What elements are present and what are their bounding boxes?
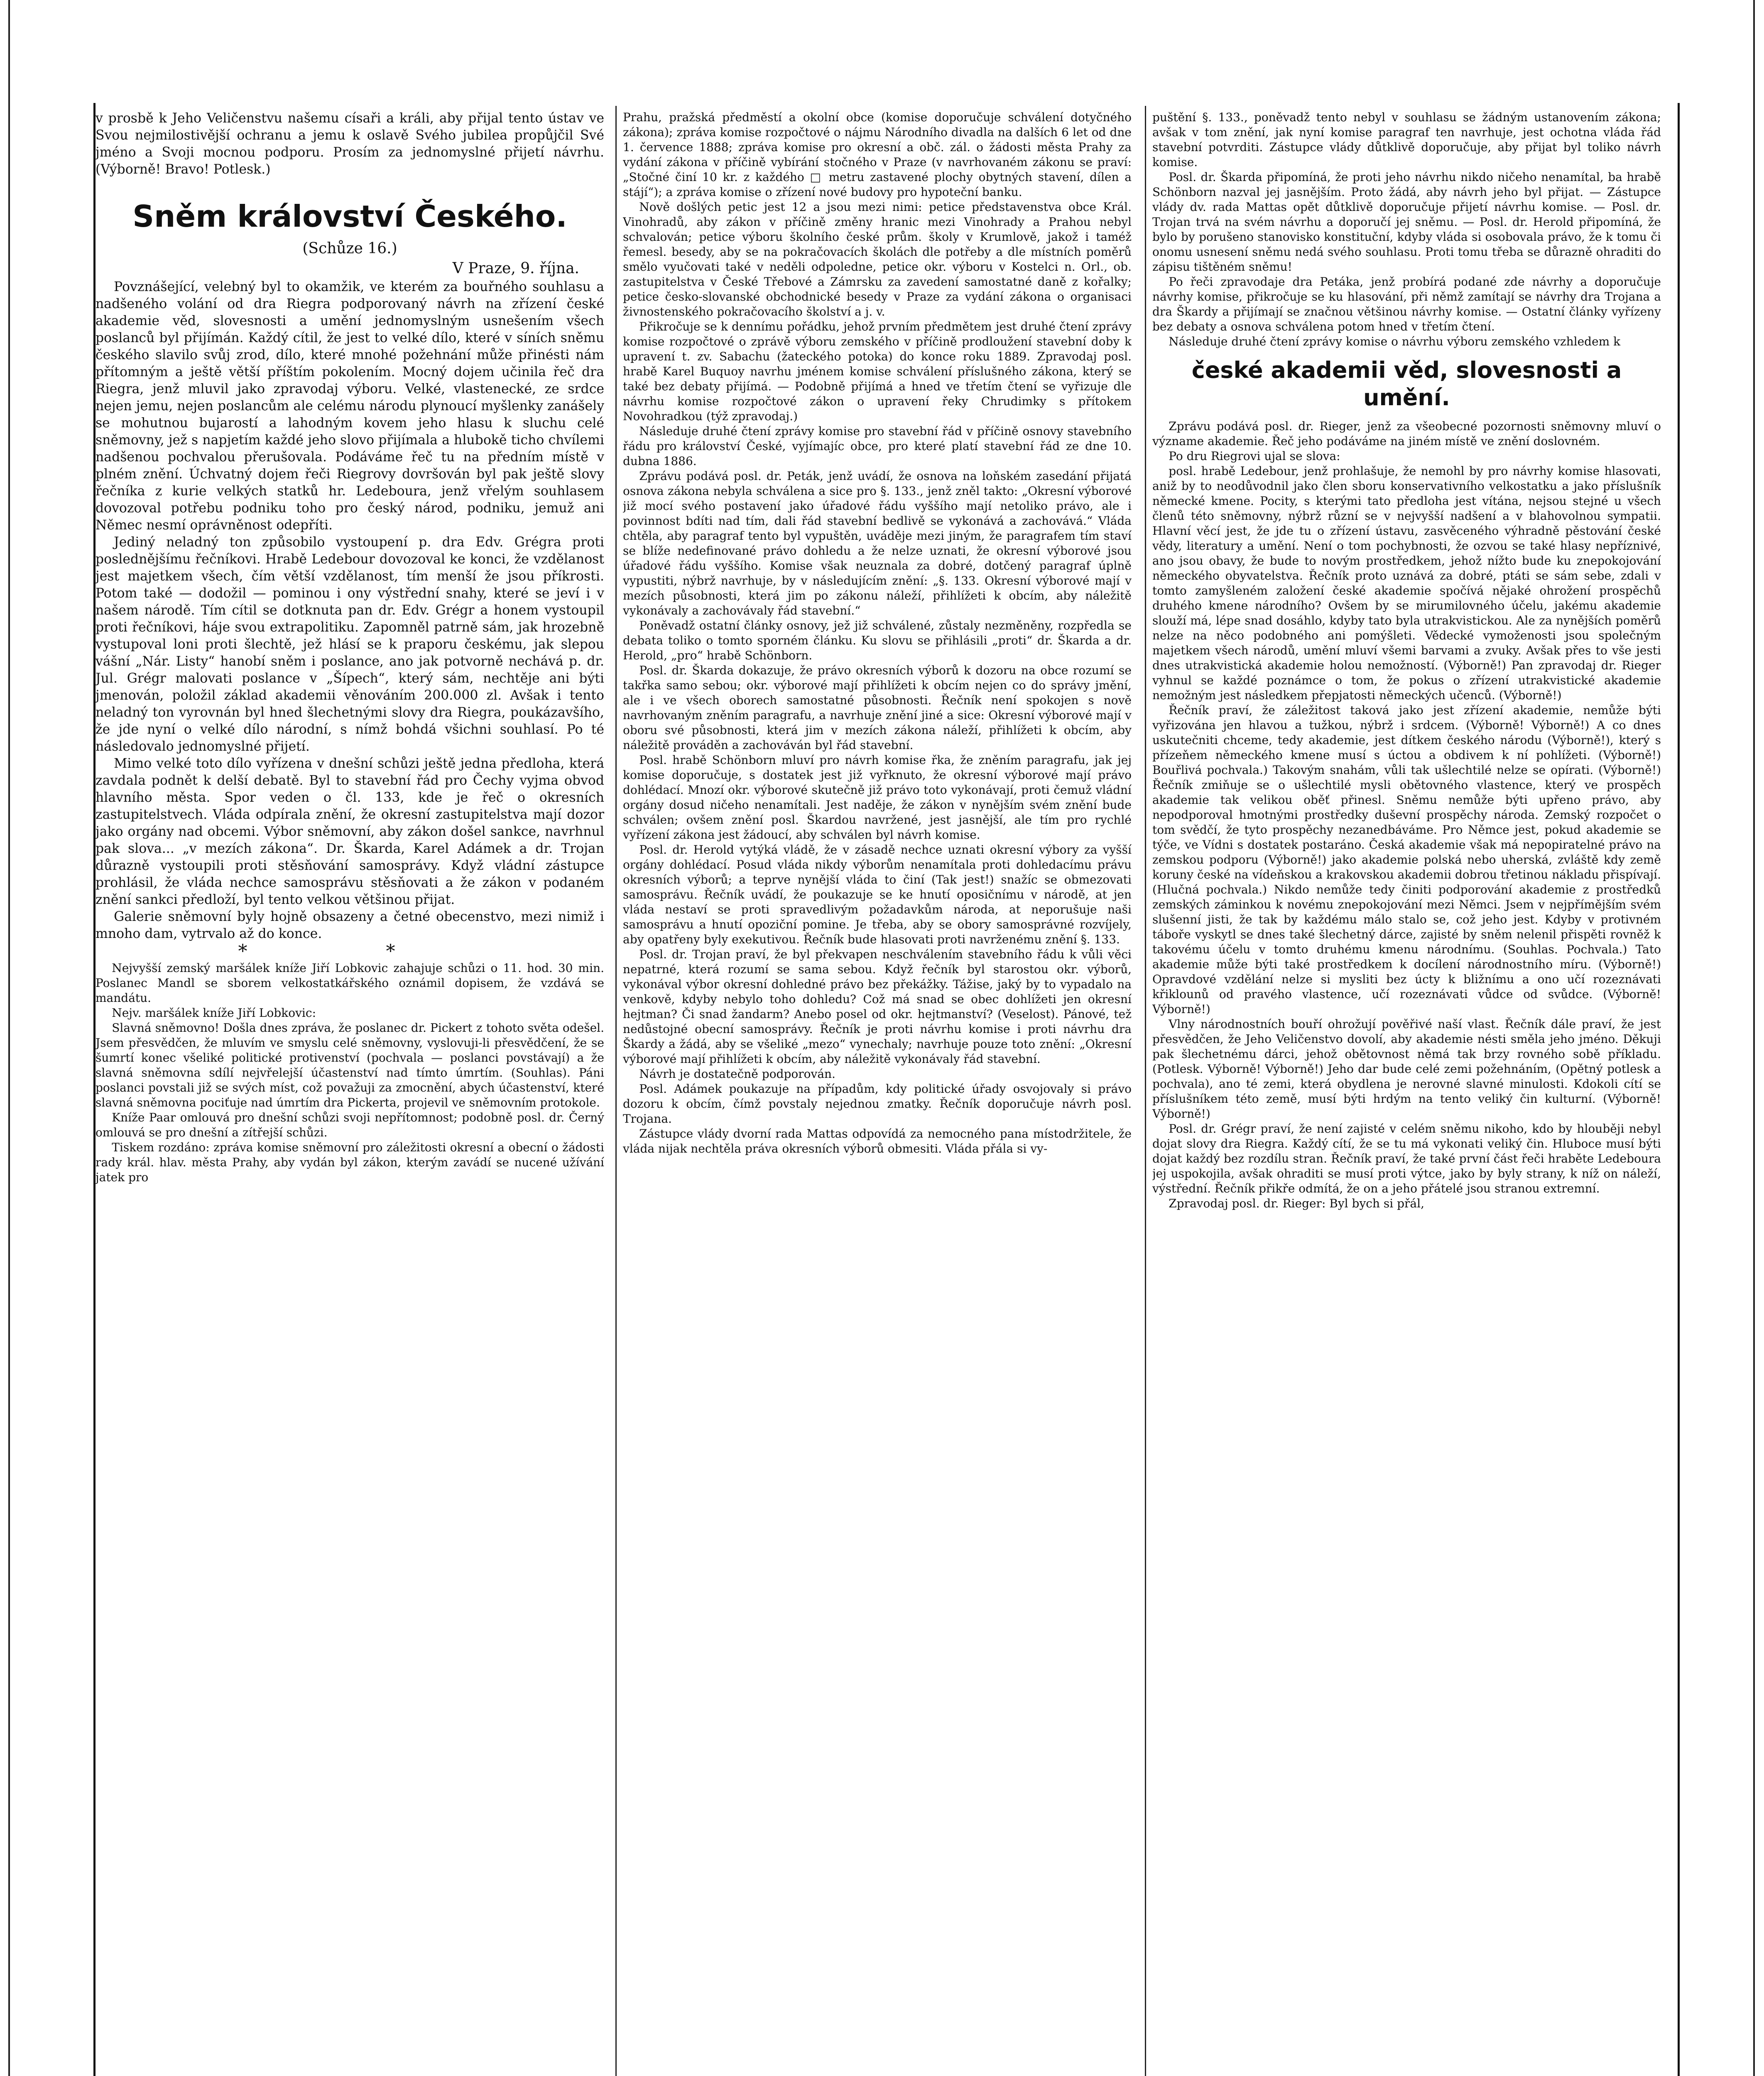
paragraph: Vlny národnostních bouří ohrožují pověřivé naší vlast. Řečník dále praví, že jest přesvědčen, že Jeho Veličenstvo dovolí, aby akademie nésti směla jeho jméno. Děkuji pak šlechetnému dárci, jehož obětovnost němá tak brzy rovného sobě příkladu. (Potlesk. Výborně! Výborně!) Jeho dar bude celé zemi požehnáním, (Opětný potlesk a pochvala), ano té zemi, která obydlena je nerovné slavné minulosti. Kdokoli cítí se příslušníkem této země, musí býti hrdým na tento veliký čin kulturní. (Výborně! Výborně!) [1152,1017,1661,1121]
session-label: (Schůze 16.) [302,240,397,257]
paragraph: posl. hrabě Ledebour, jenž prohlašuje, že nemohl by pro návrhy komise hlasovati, aniž by to neodůvodnil jako člen sboru konservativního velkostatku a jako příslušník německé kmene. Pocity, s kterými tato předloha jest vítána, nejsou stejné u všech členů této sněmovny, nýbrž různí se v nejvyšší nadšení a v blahovolnou sympatii. Hlavní věcí jest, že jde tu o zřízení ústavu, zasvěceného výhradně pěstování české vědy, literatury a umění. Není o tom pochybnosti, že ozvou se také hlasy nepříznivé, ano jsou obavy, že bude to novým prostředkem, jehož nížto bude ku znepokojování německého obyvatelstva. Řečník proto uznává za dobré, ptáti se sám sebe, zdali v tomto zamyšleném založení české akademie spočívá nějaké ohrožení prospěchů druhého kmene národního? Ovšem by se mirumilovného účelu, jakému akademie slouží má, lépe snad dosáhlo, kdyby tato byla utrakvistickou. Ale za nynějších poměrů nelze na něco podobného ani pomýšleti. Vědecké vymoženosti jsou společným majetkem všech národů, umění mluví všemi barvami a zvuky. Avšak přes to vše jesti dnes utrakvistická akademie holou nemožností. (Výborně!) Pan zpravodaj dr. Rieger vyhnul se každé poznámce o tom, že pokus o zřízení utrakvistické akademie nemožným jest následkem přepjatosti německých učenců. (Výborně!) [1152,464,1661,702]
column-1 [96,110,604,2076]
paragraph: Zprávu podává posl. dr. Rieger, jenž za všeobecné pozornosti sněmovny mluví o význame akademie. Řeč jeho podáváme na jiném místě ve znění doslovném. [1152,419,1661,448]
left-edge-rule [8,0,10,2076]
paragraph: Prahu, pražská předměstí a okolní obce (komise doporučuje schválení dotyčného zákona); zpráva komise rozpočtové o nájmu Národního divadla na dalších 6 let od dne 1. července 1888; zpráva komise pro okresní a obč. zál. o žádosti města Prahy za vydání zákona v příčině vybírání stočného v Praze (v navrhovaném zákonu se praví: „Stočné činí 10 kr. z každého □ metru zastavené plochy obytných stavení, dílen a stájí“); a zpráva komise o zřízení nové budovy pro hypoteční banku. [623,110,1132,199]
dateline: V Praze, 9. října. [452,260,579,277]
paragraph: Jediný neladný ton způsobilo vystoupení p. dra Edv. Grégra proti poslednějšímu řečníkovi. Hrabě Ledebour dovozoval ke konci, že vzdělanost jest majetkem všech, čím větší vzdělanost, tím menší že jsou příkrosti. Potom také — dodožil — pominou i ony výstřední snahy, které se jeví i v našem národě. Tím cítil se dotknuta pan dr. Edv. Grégr a honem vystoupil proti řečníkovi, háje svou extrapolitiku. Zapomněl patrně sám, jak hrozebně vystupoval loni proti šlechtě, jež hlásí se k praporu českému, jak slepou vášní „Nár. Listy“ hanobí sněm i poslance, ano jak potvorně nechává p. dr. Jul. Grégr malovati poslance v „Šípech“, který sám, nechtěje ani býti jmenován, položil základ akademii věnováním 200.000 zl. Avšak i tento neladný ton vyrovnán byl hned šlechetnými slovy dra Riegra, poukázavšího, že jde nyní o velké dílo národní, s nímž bohdá všichni souhlasí. Po té následovalo jednomyslné přijetí. [96,535,604,754]
paragraph: Povznášející, velebný byl to okamžik, ve kterém za bouřného souhlasu a nadšeného volání od dra Riegra podporovaný návrh na zřízení české akademie věd, slovesnosti a umění jednomyslným usnešením všech poslanců byl přijímán. Každý cítil, že jest to velké dílo, které v síních sněmu českého slavilo svůj zrod, dílo, které mnohé požehnání může přinésti nám přítomným a ještě větší příštím pokolením. Mocný dojem učinila řeč dra Riegra, jenž mluvil jako zpravodaj výboru. Velké, vlastenecké, ze srdce nejen jemu, nejen poslancům ale celému národu plynoucí myšlenky zanášely se mohutnou bujarostí a lahodným kovem jeho hlasu k sluchu celé sněmovny, jež s napjetím každé jeho slovo přijímala a hlubokě ticho chvílemi nadšenou pochvalou přerušovala. Podáváme řeč tu na předním místě v plném znění. Úchvatný dojem řeči Riegrovy dovršován byl pak ještě slovy řečníka z kurie velkých statků hr. Ledeboura, jenž vřelým souhlasem dovozoval potřebu podniku toho pro český národ, podniku, jemuž ani Němec nesmí oprávněnost odepříti. [96,279,604,533]
paragraph: Mimo velké toto dílo vyřízena v dnešní schůzi ještě jedna předloha, která zavdala podnět k delší debatě. Byl to stavební řád pro Čechy vyjma obvod hlavního města. Spor veden o čl. 133, kde je řeč o okresních zastupitelstvech. Vláda odpírala znění, že okresní zastupitelstva mají dozor jako orgány nad obcemi. Výbor sněmovní, aby zákon došel sankce, navrhnul pak slova... „v mezích zákona“. Dr. Škarda, Karel Adámek a dr. Trojan důrazně vystoupili proti stěsňování samosprávy. Když vládní zástupce prohlásil, že vláda nechce samosprávu stěsňovati a že zákon v podaném znění sankci předloží, byl tento velkou většinou přijat. [96,756,604,907]
paragraph: Řečník praví, že záležitost taková jako jest zřízení akademie, nemůže býti vyřizována jen hlavou a tužkou, nýbrž i srdcem. (Výborně! Výborně!) A co dnes uskutečniti chceme, tedy akademie, jest dítkem českého národu (Výborně!), který s přízeňem německého kmene musí s úctou a obdivem k ní pohlížeti. (Výborně!) Bouřlivá pochvala.) Takovým snahám, vůli tak ušlechtilé nelze se opírati. (Výborně!) Řečník zmiňuje se o ušlechtilé mysli obětovného vlastence, který ve prospěch akademie tak velikou oběť přinesl. Sněmu nemůže býti upřeno právo, aby nepodporoval hmotnými prostředky duševní prospěchy národa. Zemský rozpočet o tom svědčí, že tyto prospěchy nezanedbáváme. Pro Němce jest, pokud akademie se týče, ve Vídni s dostatek postaráno. Česká akademie však má nepopiratelné právo na zemskou podporu (Výborně!) jako akademie polská nebo uherská, zvláště kdy země koruny české na vídeňskou a krakovskou akademii dobrou třetinou nákladu přispívají. (Hlučná pochvala.) Nikdo nemůže tedy činiti podporování akademie z prostředků zemských záminkou k novému znepokojování mezi Němci. Jsem v nejpřímějším svém slušenní jisti, že tak by každému málo stalo se, což jeho jest. Kdyby v protivném táboře vyskytl se dnes také šlechetný dárce, zajisté by sněm nelenil přispěti rovněž k takovému účelu v tomto druhému kmenu národnímu. (Souhlas. Pochvala.) Tato akademie může býti také prostředkem k docílení národnostního míru. (Výborně!) Opravdové vzdělání nelze si mysliti bez úcty k bližnímu a ono učí rozeznávati křiklounů od pravého vlastence, učí rozeznávati vůdce od svůdce. (Výborně! Výborně!) [1152,703,1661,1016]
paragraph: Po řeči zpravodaje dra Petáka, jenž probírá podané zde návrhy a doporučuje návrhy komise, přikročuje se ku hlasování, při němž zamítají se návrhy dra Trojana a dra Škardy a přijímají se značnou většinou návrhy komise. — Ostatní články vyřízeny bez debaty a osnova schválena potom hned v třetím čtení. [1152,275,1661,333]
section-heading: Sněm království Českého. [132,199,567,234]
column-2 [623,110,1132,2076]
paragraph: Poněvadž ostatní články osnovy, jež již schválené, zůstaly nezměněny, rozpředla se debata toliko o tomto sporném článku. Ku slovu se přihlásili „proti“ dr. Škarda a dr. Herold, „pro“ hrabě Schönborn. [623,619,1132,662]
column-divider-2 [1145,106,1146,2076]
section-stars: * * [238,941,462,962]
paragraph: Následuje druhé čtení zprávy komise o návrhu výboru zemského vzhledem k [1169,335,1621,348]
paragraph: Posl. dr. Herold vytýká vládě, že v zásadě nechce uznati okresní výbory za vyšší orgány dohlédací. Posud vláda nikdy výborům nenamítala proti dohledacímu právu okresních výborů; a teprve nynější vláda to činí (Tak jest!) snažíc se obmezovati samosprávu. Řečník uvádí, že poukazuje se ke hnutí oposičnímu v národě, at jen vláda nestaví se proti spravedlivým požadavkům národa, at neporušuje naši samosprávu a hnutí opoziční pomine. Je třeba, aby se obory samosprávné rozvíjely, aby opatřeny byly exekutivou. Řečník bude hlasovati proti navrženému znění §. 133. [623,843,1132,946]
paragraph: Posl. dr. Škarda dokazuje, že právo okresních výborů k dozoru na obce rozumí se takřka samo sebou; okr. výborové mají přihlížeti k obcím nejen co do správy jmění, ale i ve všech oborech samostatné působnosti. Řečník není spokojen s nově navrhovaným zněním paragrafu, a navrhuje znění jiné a sice: Okresní výborové mají v oboru své působnosti, která jim v mezích zákona náleží, přihlížeti k obcím, aby náležitě prováděn a zachováván byl řád stavební. [623,663,1132,752]
paragraph: Zpravodaj posl. dr. Rieger: Byl bych si přál, [1169,1197,1424,1210]
paragraph: Zástupce vlády dvorní rada Mattas odpovídá za nemocného pana místodržitele, že vláda nijak nechtěla práva okresních výborů obmesiti. Vláda přála si vy- [623,1127,1132,1156]
paragraph: Posl. Adámek poukazuje na případům, kdy politické úřady osvojovaly si právo dozoru k obcím, čímž povstaly nejednou zmatky. Řečník doporučuje návrh posl. Trojana. [623,1082,1132,1126]
paragraph: Posl. dr. Trojan praví, že byl překvapen neschválením stavebního řádu k vůli věci nepatrné, která rozumí se sama sebou. Když řečník byl starostou okr. výborů, vykonával výbor okresní dohledné právo bez překážky. Tážise, jaký by to vypadalo na venkově, kdyby nebylo toho dohledu? Což má snad se obec dohlížeti jen okresní hejtman? Či snad žandarm? Anebo posel od okr. hejtmanství? (Veselost). Pánové, tež nedůstojné obecní samosprávy. Řečník je proti návrhu komise i proti návrhu dra Škardy a žádá, aby se všeliké „mezo“ vynechaly; navrhuje pouze toto znění: „Okresní výborové mají přihlížeti k obcím, aby náležitě vykonávaly řád stavební. [623,947,1132,1066]
paragraph: Posl. hrabě Schönborn mluví pro návrh komise řka, že zněním paragrafu, jak jej komise doporučuje, s dostatek jest již vyřknuto, že okresní výborové mají právo dohlédací. Mnozí okr. výborové skutečně již právo toto vykonávají, proti čemuž vládní orgány dosud ničeho nenamítali. Jest naděje, že zákon v nynějším svém znění bude schválen; ovšem znění posl. Škardou navržené, jest jasnější, ale tím pro rychlé vyřízení zákona jest žádoucí, aby schválen byl návrh komise. [623,753,1132,842]
paragraph: Následuje druhé čtení zprávy komise pro stavební řád v příčině osnovy stavebního řádu pro království České, vyjímajíc obce, pro které platí stavební řád ze dne 10. dubna 1886. [623,424,1132,468]
right-edge-rule [1753,0,1755,2076]
paragraph: Posl. dr. Grégr praví, že není zajisté v celém sněmu nikoho, kdo by hlouběji nebyl dojat slovy dra Riegra. Každý cítí, že se tu má vykonati veliký čin. Hluboce musí býti dojat každý bez rozdílu stran. Řečník praví, že také první část řeči hraběte Ledeboura jej uspokojila, avšak ohraditi se musí proti výtce, jako by byly strany, k níž on náleží, výstřední. Řečník přikře odmítá, že on a jeho přátelé jsou stranou extremní. [1152,1122,1661,1195]
paragraph: Tiskem rozdáno: zpráva komise sněmovní pro záležitosti okresní a obecní o žádosti rady král. hlav. města Prahy, aby vydán byl zákon, kterým zavádí se nucené užívání jatek pro [96,1141,604,1184]
paragraph: Galerie sněmovní byly hojně obsazeny a četné obecenstvo, mezi nimiž i mnoho dam, vytrvalo až do konce. [96,909,604,941]
paragraph: Posl. dr. Škarda připomíná, že proti jeho návrhu nikdo ničeho nenamítal, ba hrabě Schönborn nazval jej jasnějším. Proto žádá, aby návrh jeho byl přijat. — Zástupce vlády dv. rada Mattas opět důtklivě doporučuje přijetí návrhu komise. — Posl. dr. Trojan trvá na svém návrhu a doporučí jej sněmu. — Posl. dr. Herold připomíná, že bylo by porušeno stanovisko konstituční, kdyby vláda si osobovala právo, že k tomu či onomu usnesení sněmu nedá svého souhlasu. Proti tomu třeba se důrazně ohraditi do zápisu tištěném sněmu! [1152,170,1661,274]
paragraph: Kníže Paar omlouvá pro dnešní schůzi svoji nepřítomnost; podobně posl. dr. Černý omlouvá se pro dnešní a zítřejší schůzi. [96,1111,604,1139]
paragraph: Zprávu podává posl. dr. Peták, jenž uvádí, že osnova na loňském zasedání přijatá osnova zákona nebyla schválena a sice pro §. 133., jenž zněl takto: „Okresní výborové již mocí svého postavení jako úřadové řádu vyššího mají netoliko právo, ale i povinnost bdíti nad tím, dali řád stavební bedlivě se vykonává a zachovává.“ Vláda chtěla, aby paragraf tento byl vypuštěn, uváděje mezi jiným, že paragrafem tím staví se blíže nedefinované právo dohledu a že nelze uznati, že okresní výborové jsou úřadové řádu vyššího. Komise však neuznala za dobré, dotčený paragraf úplně vypustiti, nýbrž navrhuje, by v následujícím znění: „§. 133. Okresní výborové mají v mezích působnosti, která jim po zákonu náleží, přihlížeti k obcím, aby náležitě vykonávaly a zachovávaly řád stavební.“ [623,469,1132,617]
paragraph: Nejv. maršálek kníže Jiří Lobkovic: [112,1006,316,1020]
paragraph: Nově došlých petic jest 12 a jsou mezi nimi: petice představenstva obce Král. Vinohradů, aby zákon v příčině změny hranic mezi Vinohrady a Prahou nebyl schvalován; petice výboru školního české prům. školy v Krumlově, jakož i taméž řemesl. besedy, aby se na pokračovacích školách dle potřeby a dle místních poměrů smělo vyučovati také v neděli odpoledne, petice okr. výboru v Kostelci n. Orl., ob. zastupitelstva v České Třebové a Zámrsku za zavedení samostatné daně z kořalky; petice česko-slovanské obchodnické besedy v Praze za vydání zákona o organisaci živnostenského pokračovacího školství a j. v. [623,200,1132,318]
paragraph: Přikročuje se k dennímu pořádku, jehož prvním předmětem jest druhé čtení zprávy komise rozpočtové o zprávě výboru zemského v příčině prodloužení stavební doby k upravení t. zv. Sabachu (žateckého potoka) do konce roku 1889. Zpravodaj posl. hrabě Karel Buquoy navrhu jménem komise schválení příslušného zákona, který se také bez debaty přijímá. — Podobně přijímá a hned ve třetím čtení se vyřizuje dle návrhu komise rozpočtové zákon o upravení řeky Chrudimky s přítokem Novohradkou (týž zpravodaj.) [623,320,1132,423]
column-3 [1152,110,1661,2076]
paragraph: Po dru Riegrovi ujal se slova: [1169,449,1340,463]
academy-heading: české akademii věd, slovesnosti a umění. [1191,357,1622,411]
column-divider-1 [615,106,617,2076]
intro-paragraph: v prosbě k Jeho Veličenstvu našemu císaři a králi, aby přijal tento ústav ve Svou nejmilostivější ochranu a jemu k oslavě Svého jubilea propůjčil Své jméno a Svoji mocnou podporu. Prosím za jednomyslné přijetí návrhu. (Výborně! Bravo! Potlesk.) [96,111,604,177]
paragraph: Návrh je dostatečně podporován. [639,1067,835,1081]
paragraph: Nejvyšší zemský maršálek kníže Jiří Lobkovic zahajuje schůzi o 11. hod. 30 min. Poslanec Mandl se sborem velkostatkářského oznámil dopisem, že vzdává se mandátu. [96,961,604,1005]
paragraph: Slavná sněmovno! Došla dnes zpráva, že poslanec dr. Pickert z tohoto světa odešel. Jsem přesvědčen, že mluvím ve smyslu celé sněmovny, vyslovuji-li přesvědčení, že se šumrtí konec všeliké politické protivenství (pochvala — poslanci povstávají) a že slavná sněmovna sdílí nejvřelejší účastenství nad tímto úmrtím. (Souhlas). Páni poslanci povstali již se svých míst, což považuji za zmocnění, abych účastenství, které slavná sněmovna pociťuje nad úmrtím dra Pickerta, projevil ve sněmovním protokole. [96,1021,604,1109]
paragraph: puštění §. 133., poněvadž tento nebyl v souhlasu se žádným ustanovením zákona; avšak v tom znění, jak nyní komise paragraf ten navrhuje, jest ochotna vláda řád stavební potvrditi. Zástupce vlády důtklivě doporučuje, aby přijat byl toliko návrh komise. [1152,110,1661,169]
